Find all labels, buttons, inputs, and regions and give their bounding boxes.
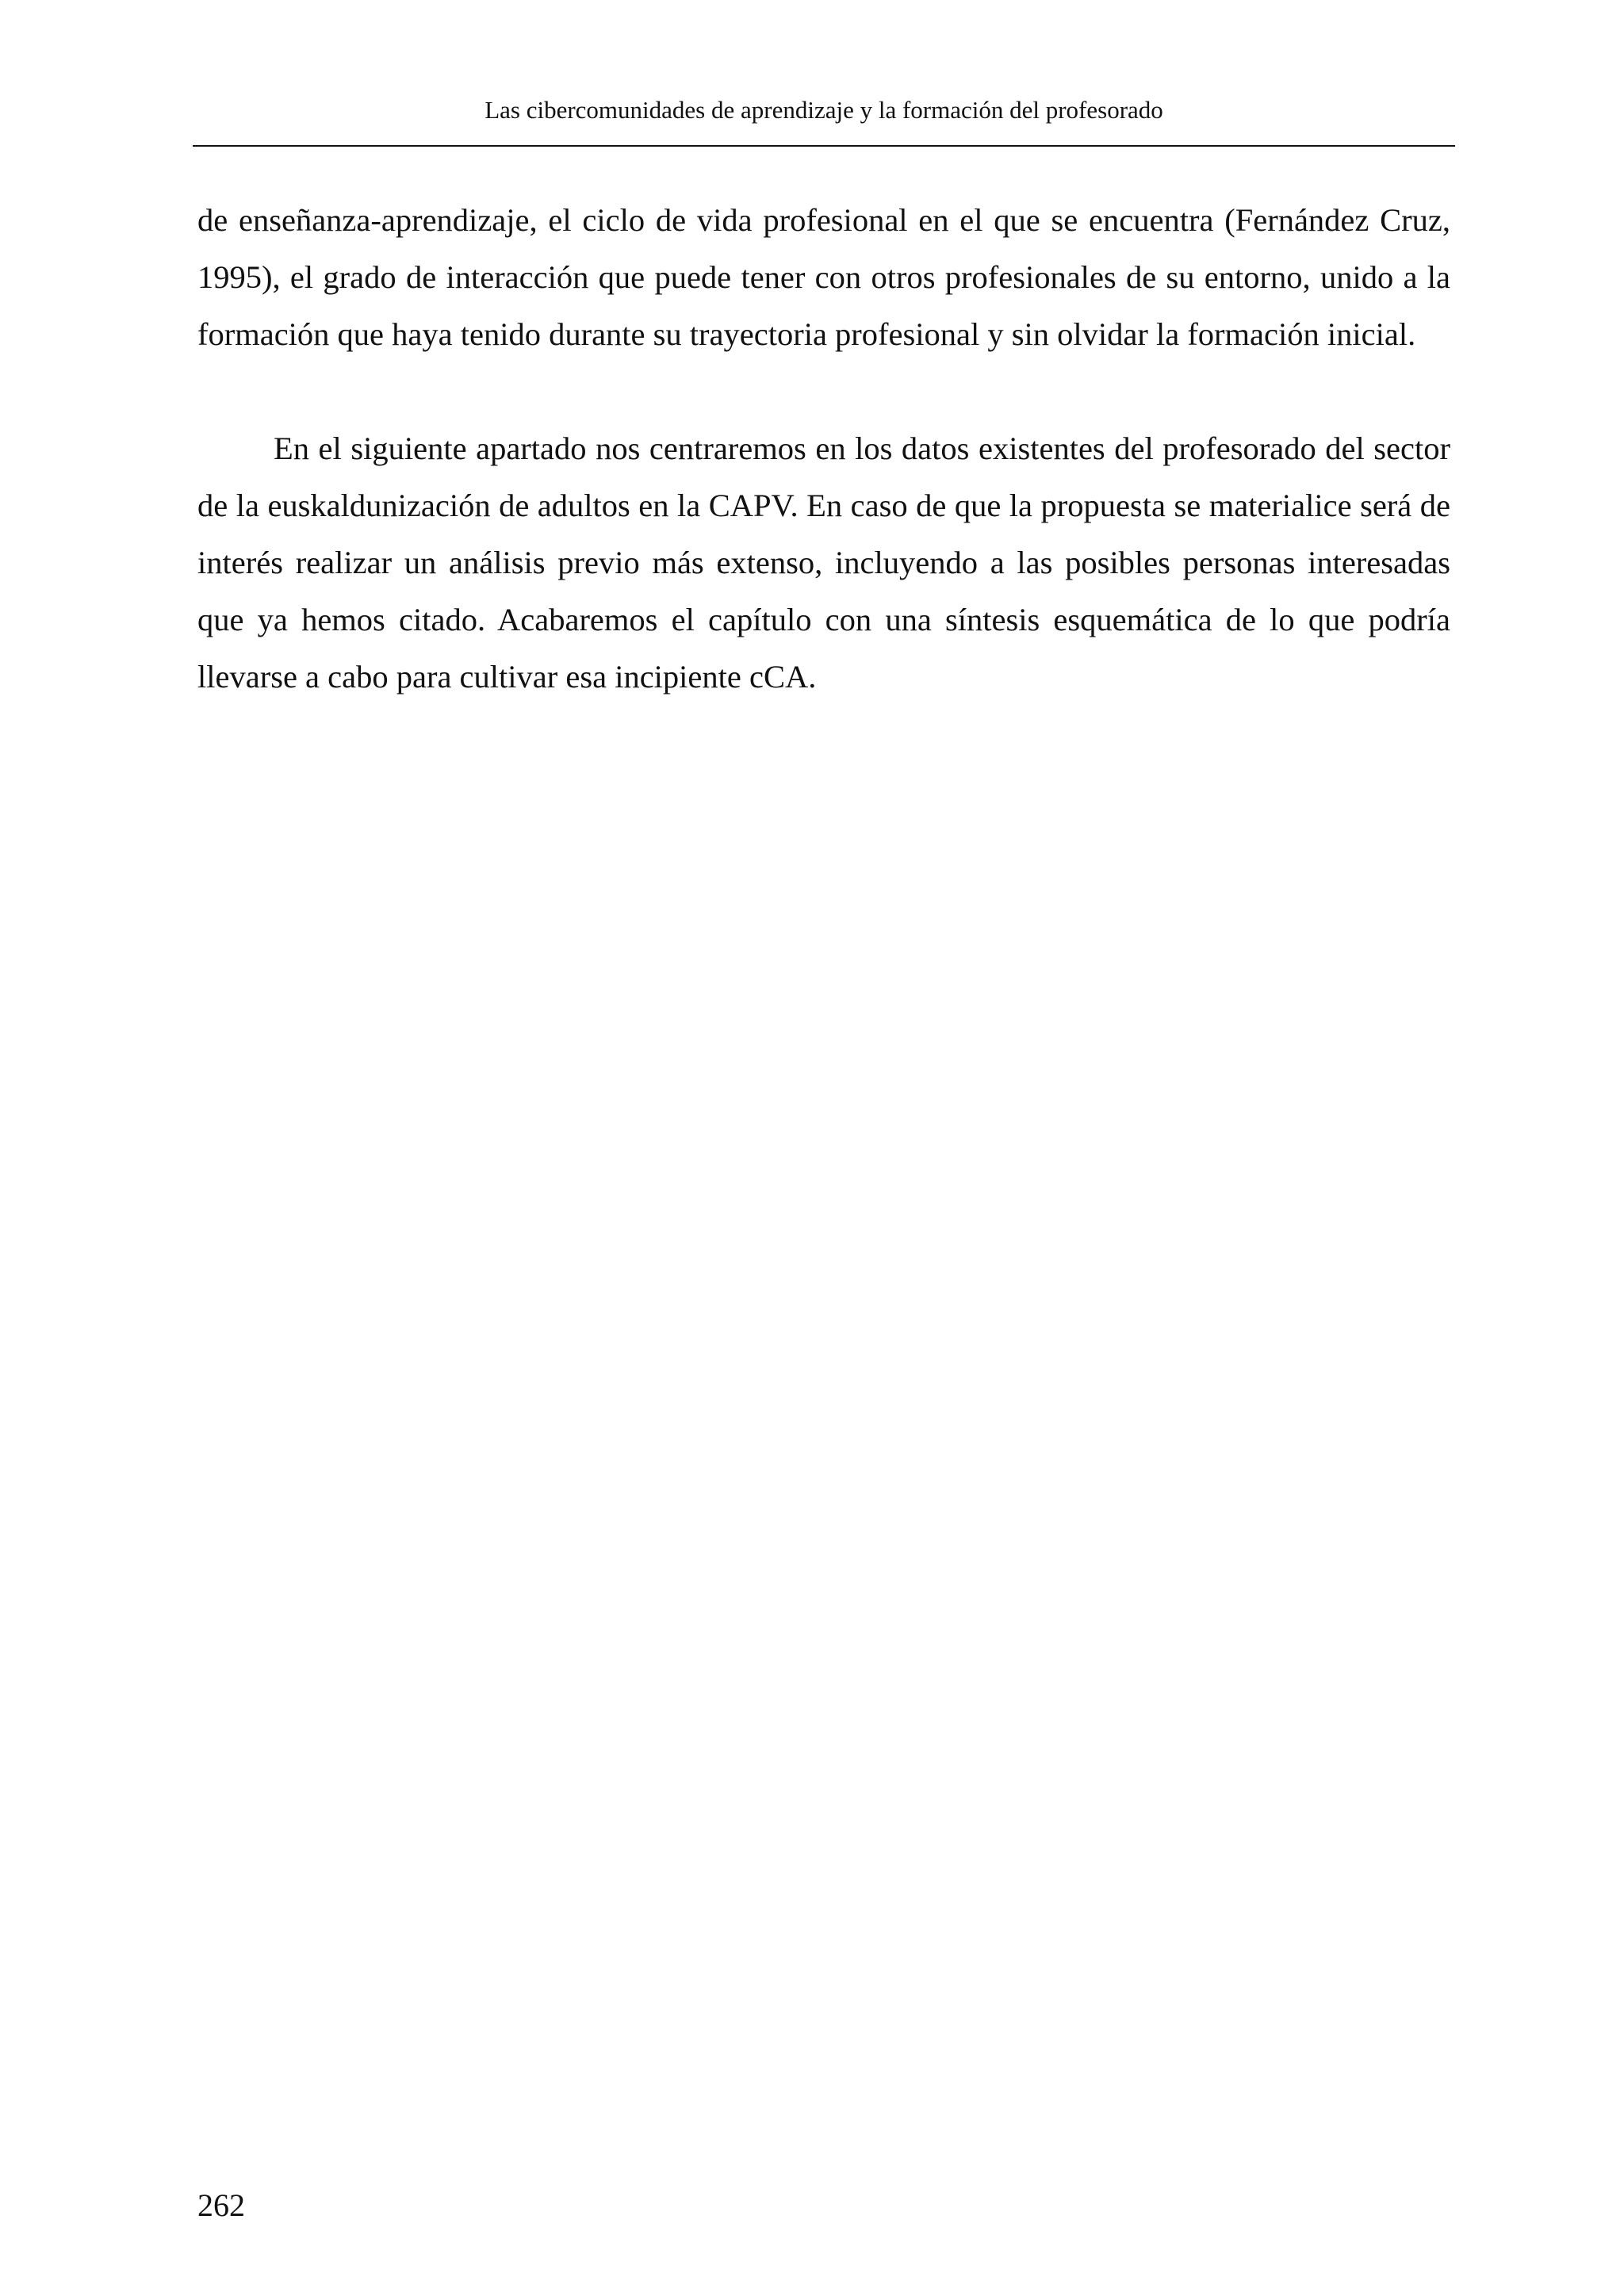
running-header: Las cibercomunidades de aprendizaje y la formación del profesorado [485, 96, 1163, 124]
paragraph: de enseñanza-aprendizaje, el ciclo de vida profesional en el que se encuentra (Fernández Cruz, 1995), el grado de interacción que puede tener con otros profesionales de su entorno, unido a la formación que haya tenido durante su trayectoria profesional y sin olvidar la formación inicial. [197, 202, 1450, 352]
paragraph: En el siguiente apartado nos centraremos en los datos existentes del profesorado del sector de la euskaldunización de adultos en la CAPV. En caso de que la propuesta se materialice será de interés realizar un análisis previo más extenso, incluyendo a las posibles personas interesadas que ya hemos citado. Acabaremos el capítulo con una síntesis esquemática de lo que podría llevarse a cabo para cultivar esa incipiente cCA. [197, 430, 1450, 695]
page-number: 262 [197, 2187, 245, 2223]
header-divider [193, 145, 1455, 147]
body-text [197, 192, 1450, 706]
